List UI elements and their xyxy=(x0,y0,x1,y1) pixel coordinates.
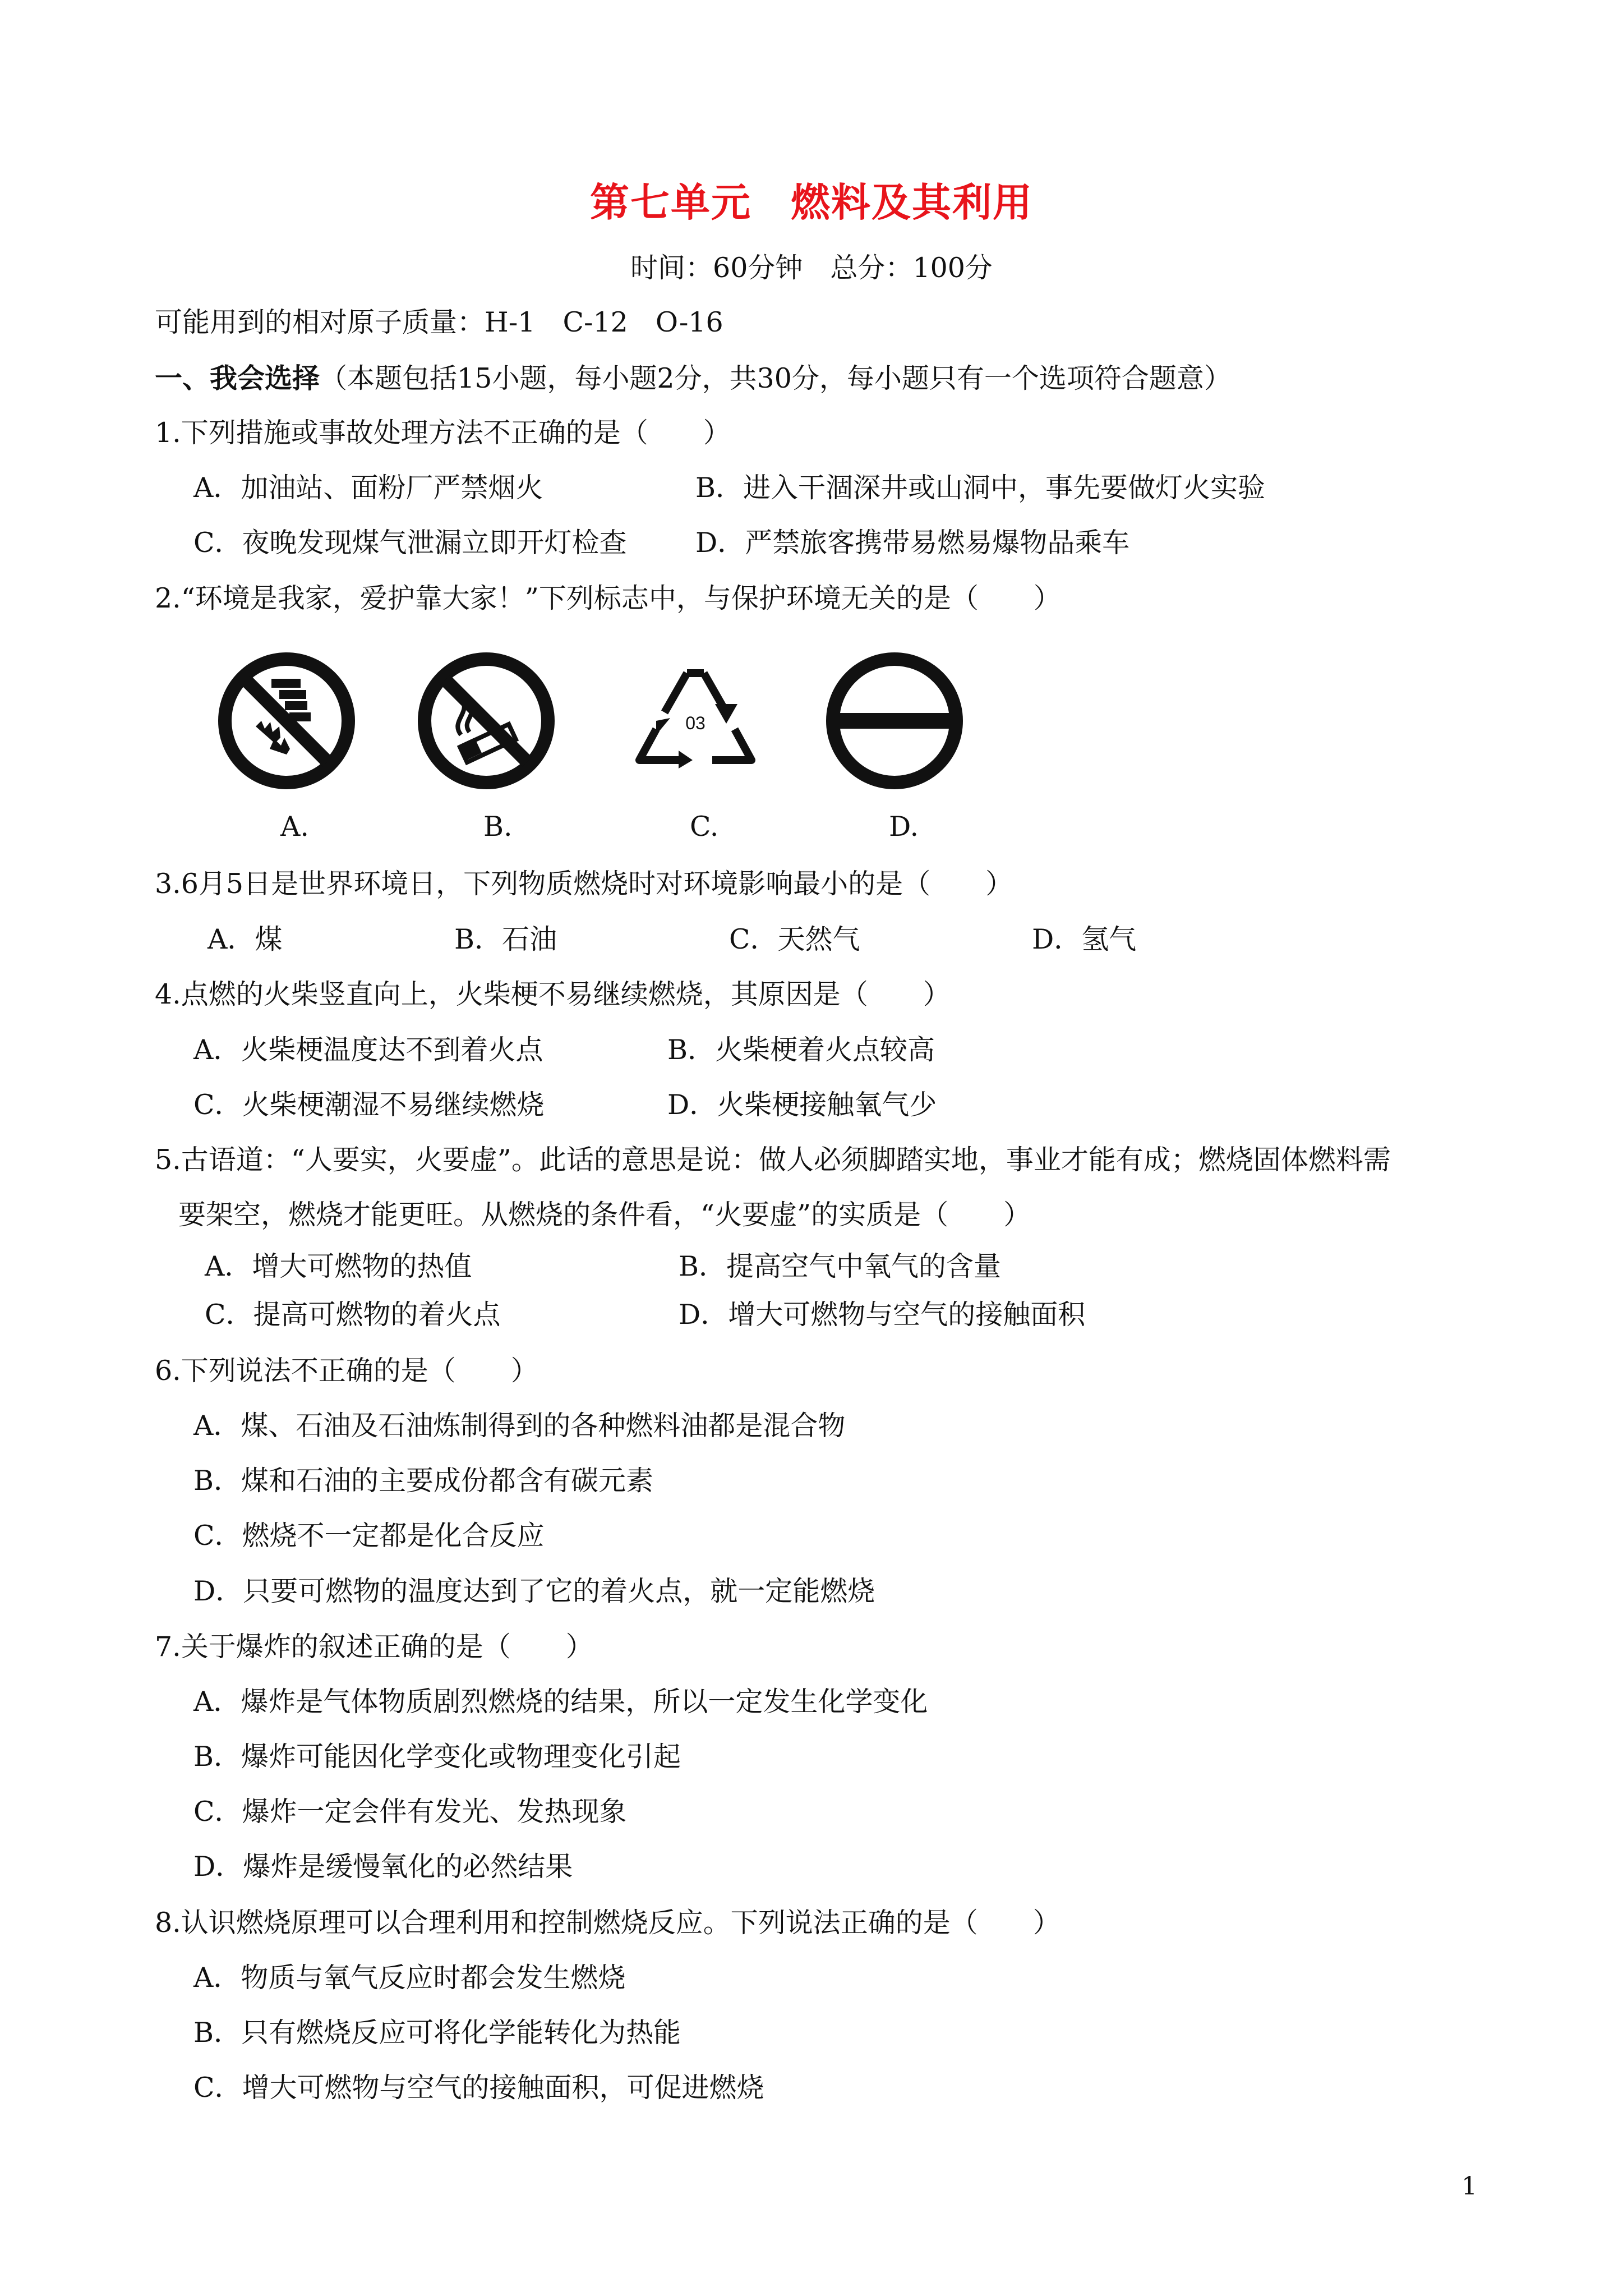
section-title: 一、我会选择 xyxy=(155,362,320,394)
atomic-mass-note: 可能用到的相对原子质量：H-1 C-12 O-16 xyxy=(155,306,723,338)
q6-option-b: B．煤和石油的主要成份都含有碳元素 xyxy=(193,1465,654,1497)
q1-option-b: B．进入干涸深井或山洞中，事先要做灯火实验 xyxy=(695,472,1266,504)
recycling-sign-icon xyxy=(625,651,766,791)
question-1-stem: 1.下列措施或事故处理方法不正确的是（ ） xyxy=(155,417,731,449)
q2-label-d: D. xyxy=(889,811,919,843)
q3-option-b: B．石油 xyxy=(454,923,557,955)
q3-option-a: A．煤 xyxy=(208,923,283,955)
question-4-stem: 4.点燃的火柴竖直向上，火柴梗不易继续燃烧，其原因是（ ） xyxy=(155,978,951,1010)
q7-option-a: A．爆炸是气体物质剧烈燃烧的结果，所以一定发生化学变化 xyxy=(193,1686,928,1718)
q1-option-d: D．严禁旅客携带易燃易爆物品乘车 xyxy=(695,527,1130,559)
q6-option-c: C．燃烧不一定都是化合反应 xyxy=(193,1520,545,1552)
question-5-stem: 5.古语道：“人要实，火要虚”。此话的意思是说：做人必须脚踏实地，事业才能有成；燃烧固体燃料需 xyxy=(155,1144,1391,1176)
q5-option-c: C．提高可燃物的着火点 xyxy=(205,1299,501,1331)
q8-option-a: A．物质与氧气反应时都会发生燃烧 xyxy=(193,1962,626,1994)
no-smoking-sign-icon xyxy=(416,651,556,791)
section-heading xyxy=(155,361,1232,395)
question-2-stem: 2.“环境是我家，爱护靠大家！”下列标志中，与保护环境无关的是（ ） xyxy=(155,582,1061,614)
question-3-stem: 3.6月5日是世界环境日，下列物质燃烧时对环境影响最小的是（ ） xyxy=(155,868,1013,900)
q5-option-b: B．提高空气中氧气的含量 xyxy=(679,1250,1002,1282)
q2-label-c: C. xyxy=(690,811,719,843)
q4-option-a: A．火柴梗温度达不到着火点 xyxy=(193,1034,543,1066)
q3-option-c: C．天然气 xyxy=(729,923,860,955)
q5-option-a: A．增大可燃物的热值 xyxy=(205,1250,472,1282)
exam-meta: 时间：60分钟 总分：100分 xyxy=(630,252,993,284)
q1-option-c: C．夜晚发现煤气泄漏立即开灯检查 xyxy=(193,527,627,559)
question-8-stem: 8.认识燃烧原理可以合理利用和控制燃烧反应。下列说法正确的是（ ） xyxy=(155,1907,1061,1939)
q8-option-c: C．增大可燃物与空气的接触面积，可促进燃烧 xyxy=(193,2072,764,2104)
section-description: （本题包括15小题，每小题2分，共30分，每小题只有一个选项符合题意） xyxy=(320,362,1232,394)
q4-option-d: D．火柴梗接触氧气少 xyxy=(667,1089,937,1121)
page-number: 1 xyxy=(1461,2172,1477,2201)
question-7-stem: 7.关于爆炸的叙述正确的是（ ） xyxy=(155,1631,593,1663)
q7-option-b: B．爆炸可能因化学变化或物理变化引起 xyxy=(193,1741,681,1773)
q3-option-d: D．氢气 xyxy=(1032,923,1137,955)
q4-option-b: B．火柴梗着火点较高 xyxy=(667,1034,935,1066)
q6-option-d: D．只要可燃物的温度达到了它的着火点，就一定能燃烧 xyxy=(193,1575,875,1607)
question-5-stem-cont: 要架空，燃烧才能更旺。从燃烧的条件看，“火要虚”的实质是（ ） xyxy=(178,1199,1031,1231)
q2-label-a: A. xyxy=(280,811,309,843)
q7-option-c: C．爆炸一定会伴有发光、发热现象 xyxy=(193,1796,627,1828)
q4-option-c: C．火柴梗潮湿不易继续燃烧 xyxy=(193,1089,545,1121)
question-6-stem: 6.下列说法不正确的是（ ） xyxy=(155,1355,538,1387)
q1-option-a: A．加油站、面粉厂严禁烟火 xyxy=(193,472,543,504)
title-topic: 燃料及其利用 xyxy=(791,179,1033,226)
recycle-code: 03 xyxy=(685,713,706,733)
q7-option-d: D．爆炸是缓慢氧化的必然结果 xyxy=(193,1851,573,1883)
q8-option-b: B．只有燃烧反应可将化学能转化为热能 xyxy=(193,2017,681,2049)
no-burning-sign-icon xyxy=(216,651,357,791)
q6-option-a: A．煤、石油及石油炼制得到的各种燃料油都是混合物 xyxy=(193,1410,846,1442)
no-entry-sign-icon xyxy=(824,651,965,791)
page-title xyxy=(0,171,1623,228)
q2-label-b: B. xyxy=(483,811,513,843)
q5-option-d: D．增大可燃物与空气的接触面积 xyxy=(679,1299,1086,1331)
title-unit: 第七单元 xyxy=(590,179,751,226)
